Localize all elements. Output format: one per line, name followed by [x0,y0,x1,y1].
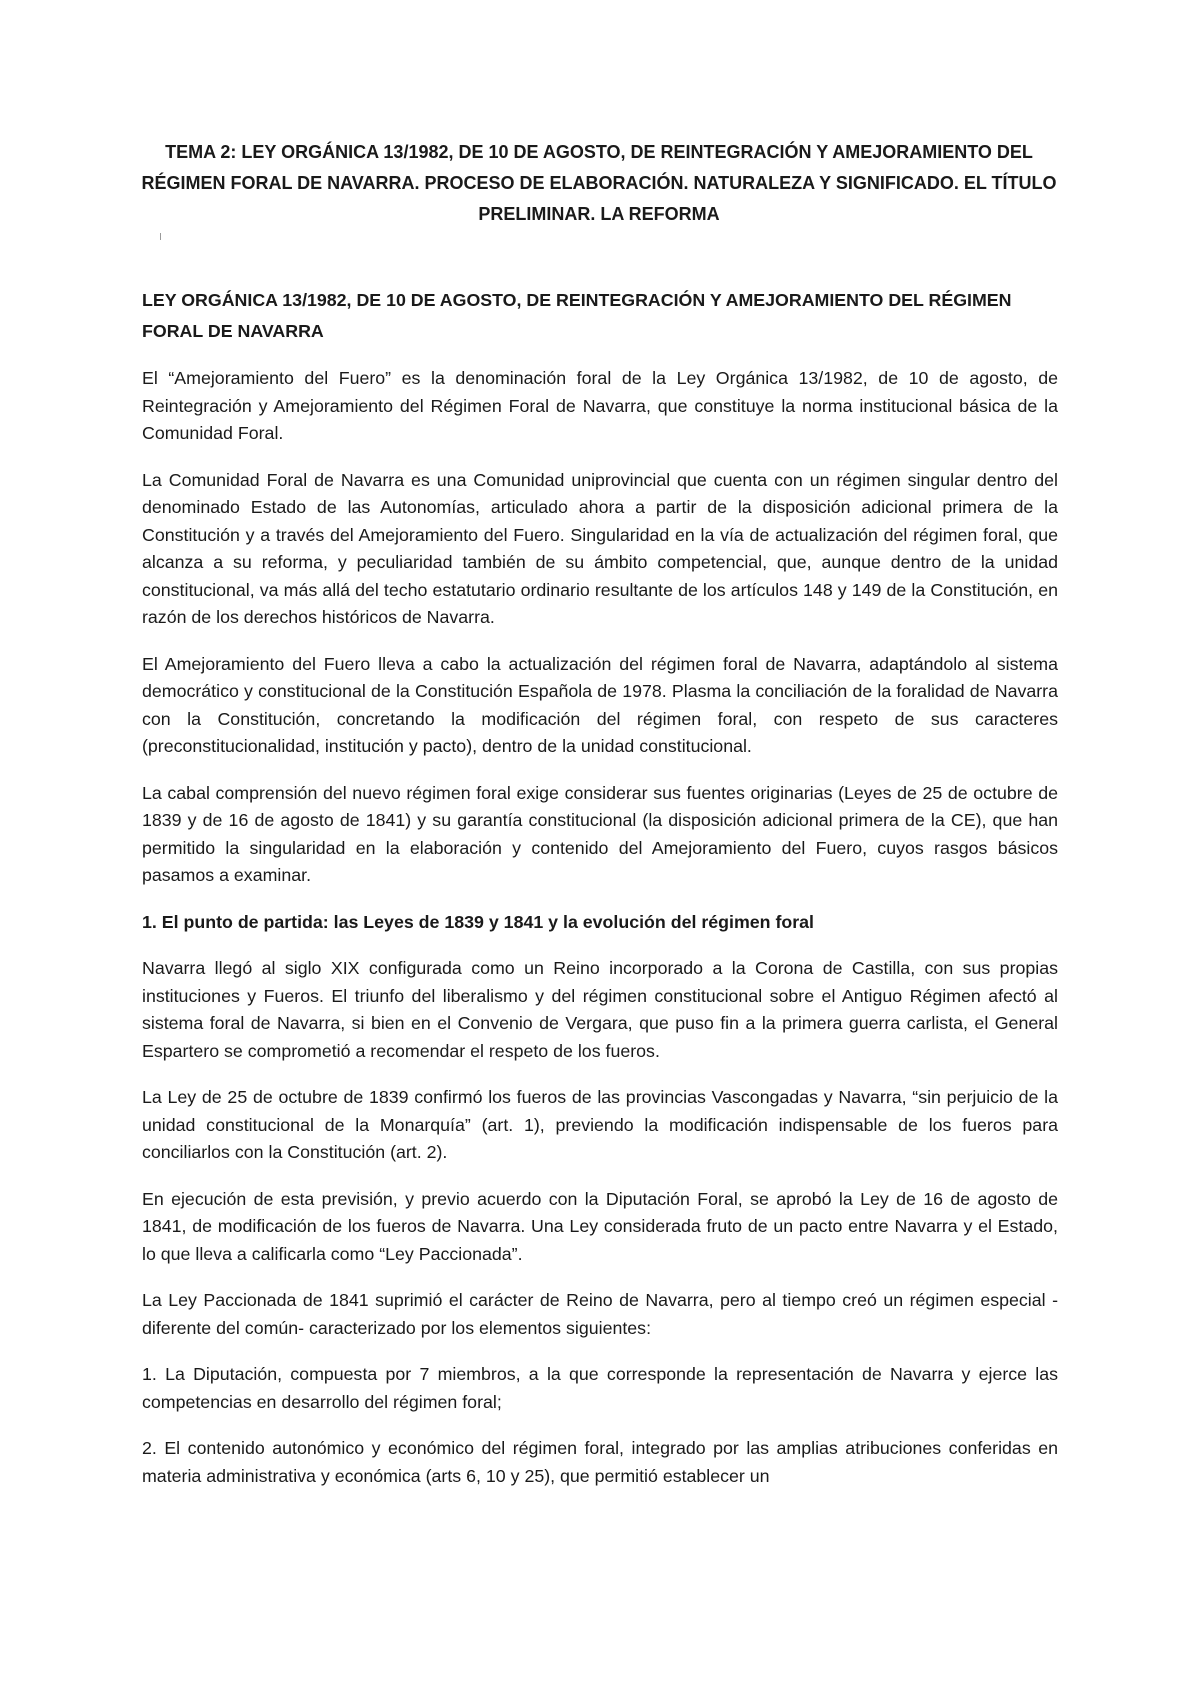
paragraph: La Ley Paccionada de 1841 suprimió el carácter de Reino de Navarra, pero al tiempo creó un régimen especial -diferente del común- caracterizado por los elementos siguientes: [142,1290,1058,1338]
paragraph: En ejecución de esta previsión, y previo acuerdo con la Diputación Foral, se aprobó la Ley de 16 de agosto de 1841, de modificación de los fueros de Navarra. Una Ley considerada fruto de un pacto entre Navarra y el Estado, lo que lleva a calificarla como “Ley Paccionada”. [142,1188,1058,1264]
paragraph: La Ley de 25 de octubre de 1839 confirmó los fueros de las provincias Vascongadas y Navarra, “sin perjuicio de la unidad constitucional de la Monarquía” (art. 1), previendo la modificación indispensable de los fueros para conciliarlos con la Constitución (art. 2). [142,1087,1058,1162]
list-item: 2. El contenido autonómico y económico del régimen foral, integrado por las amplias atribuciones conferidas en materia administrativa y económica (arts 6, 10 y 25), que permitió establecer un [142,1438,1058,1486]
document-body [142,285,1058,1509]
paragraph: La Comunidad Foral de Navarra es una Comunidad uniprovincial que cuenta con un régimen singular dentro del denominado Estado de las Autonomías, articulado ahora a partir de la disposición adicional primera de la Constitución y a través del Amejoramiento del Fuero. Singularidad en la vía de actualización del régimen foral, que alcanza a su reforma, y peculiaridad también de su ámbito competencial, que, aunque dentro de la unidad constitucional, va más allá del techo estatutario ordinario resultante de los artículos 148 y 149 de la Constitución, en razón de los derechos históricos de Navarra. [142,469,1058,627]
margin-mark [160,233,161,240]
paragraph: La cabal comprensión del nuevo régimen foral exige considerar sus fuentes originarias (Leyes de 25 de octubre de 1839 y de 16 de agosto de 1841) y su garantía constitucional (la disposición adicional primera de la CE), que han permitido la singularidad en la elaboración y contenido del Amejoramiento del Fuero, cuyos rasgos básicos pasamos a examinar. [142,782,1058,885]
paragraph: El Amejoramiento del Fuero lleva a cabo la actualización del régimen foral de Navarra, adaptándolo al sistema democrático y constitucional de la Constitución Española de 1978. Plasma la conciliación de la foralidad de Navarra con la Constitución, concretando la modificación del régimen foral, con respeto de sus caracteres (preconstitucionalidad, institución y pacto), dentro de la unidad constitucional. [142,653,1058,756]
list-item: 1. La Diputación, compuesta por 7 miembros, a la que corresponde la representación de Navarra y ejerce las competencias en desarrollo del régimen foral; [142,1364,1058,1412]
subheading: 1. El punto de partida: las Leyes de 1839 y 1841 y la evolución del régimen foral [142,911,814,932]
paragraph: Navarra llegó al siglo XIX configurada como un Reino incorporado a la Corona de Castilla, con sus propias instituciones y Fueros. El triunfo del liberalismo y del régimen constitucional sobre el Antiguo Régimen afectó al sistema foral de Navarra, si bien en el Convenio de Vergara, que puso fin a la primera guerra carlista, el General Espartero se comprometió a recomendar el respeto de los fueros. [142,958,1058,1061]
paragraph: El “Amejoramiento del Fuero” es la denominación foral de la Ley Orgánica 13/1982, de 10 de agosto, de Reintegración y Amejoramiento del Régimen Foral de Navarra, que constituye la norma institucional básica de la Comunidad Foral. [142,368,1058,443]
section-heading: LEY ORGÁNICA 13/1982, DE 10 DE AGOSTO, DE REINTEGRACIÓN Y AMEJORAMIENTO DEL RÉGIMEN FORAL DE NAVARRA [142,290,1012,341]
document-title: TEMA 2: LEY ORGÁNICA 13/1982, DE 10 DE AGOSTO, DE REINTEGRACIÓN Y AMEJORAMIENTO DEL RÉGIMEN FORAL DE NAVARRA. PROCESO DE ELABORACIÓN. NATURALEZA Y SIGNIFICADO. EL TÍTULO PRELIMINAR. LA REFORMA [141,142,1057,224]
